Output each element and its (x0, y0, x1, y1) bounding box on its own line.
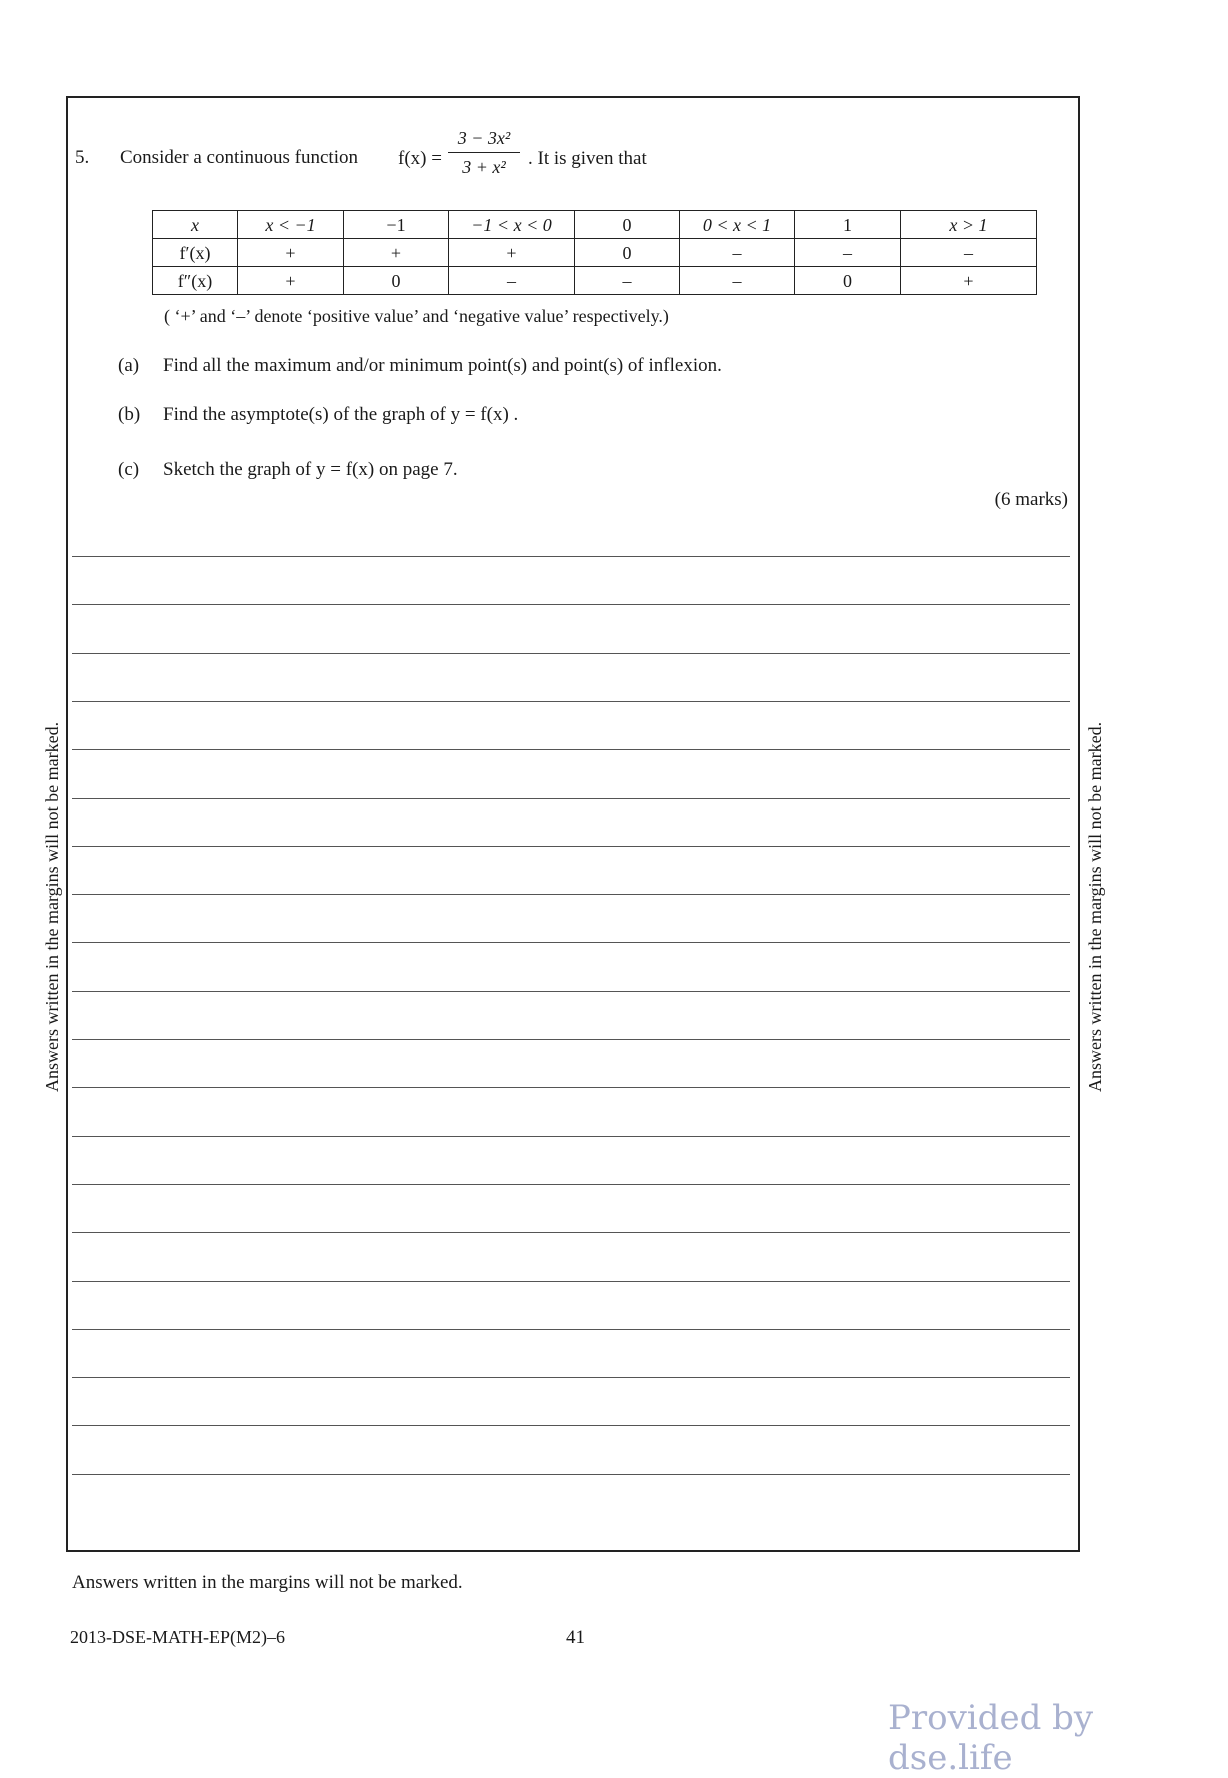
table-cell: 0 (795, 267, 901, 295)
paper-code: 2013-DSE-MATH-EP(M2)–6 (70, 1627, 285, 1647)
part-c-label: (c) (118, 459, 140, 480)
table-row (153, 267, 1037, 295)
table-cell: – (680, 239, 795, 267)
fraction-numerator: 3 − 3x² (448, 128, 520, 153)
answer-line (72, 1232, 1070, 1233)
table-cell: 1 (795, 211, 901, 239)
table-cell: + (238, 239, 344, 267)
answer-line (72, 1184, 1070, 1185)
table-cell: x > 1 (901, 211, 1037, 239)
table-cell: x (153, 211, 238, 239)
left-margin-note: Answers written in the margins will not be marked. (42, 721, 62, 1092)
table-cell: −1 (344, 211, 449, 239)
table-cell: – (795, 239, 901, 267)
question-intro: Consider a continuous function (120, 147, 358, 168)
answer-line (72, 1136, 1070, 1137)
table-cell: + (238, 267, 344, 295)
answer-line (72, 942, 1070, 943)
table-row (153, 239, 1037, 267)
page-number: 41 (566, 1627, 585, 1648)
table-cell: 0 (575, 211, 680, 239)
table-cell: – (449, 267, 575, 295)
answer-line (72, 653, 1070, 654)
right-margin-note: Answers written in the margins will not be marked. (1085, 721, 1105, 1092)
part-c-text: Sketch the graph of y = f(x) on page 7. (163, 459, 458, 480)
table-cell: + (344, 239, 449, 267)
answer-line (72, 701, 1070, 702)
answer-line (72, 894, 1070, 895)
answer-line (72, 991, 1070, 992)
answer-line (72, 1474, 1070, 1475)
table-cell: x < −1 (238, 211, 344, 239)
answer-line (72, 798, 1070, 799)
table-cell: −1 < x < 0 (449, 211, 575, 239)
question-number: 5. (75, 147, 90, 168)
part-a-label: (a) (118, 355, 140, 376)
answer-line (72, 1039, 1070, 1040)
answer-line (72, 604, 1070, 605)
question-given: . It is given that (528, 148, 647, 169)
part-b-text: Find the asymptote(s) of the graph of y = f(x) . (163, 404, 519, 425)
table-cell: + (449, 239, 575, 267)
watermark: Provided by dse.life (888, 1698, 1094, 1778)
function-fraction (448, 128, 520, 178)
table-cell: – (575, 267, 680, 295)
table-cell: – (901, 239, 1037, 267)
answer-line (72, 1281, 1070, 1282)
table-header-row (153, 211, 1037, 239)
table-cell: 0 < x < 1 (680, 211, 795, 239)
answer-line (72, 1329, 1070, 1330)
table-cell: 0 (344, 267, 449, 295)
table-note: ( ‘+’ and ‘–’ denote ‘positive value’ and ‘negative value’ respectively.) (164, 306, 669, 326)
table-cell: – (680, 267, 795, 295)
answer-line (72, 556, 1070, 557)
answer-line (72, 749, 1070, 750)
answer-line (72, 846, 1070, 847)
table-cell: + (901, 267, 1037, 295)
marks-label: (6 marks) (994, 489, 1068, 510)
fraction-denominator: 3 + x² (462, 157, 506, 177)
table-cell: f″(x) (153, 267, 238, 295)
answer-line (72, 1425, 1070, 1426)
function-lhs: f(x) = (398, 148, 442, 169)
part-b-label: (b) (118, 404, 141, 425)
table-cell: f′(x) (153, 239, 238, 267)
sign-table (152, 210, 1037, 295)
answer-line (72, 1087, 1070, 1088)
part-a-text: Find all the maximum and/or minimum point(s) and point(s) of inflexion. (163, 355, 722, 376)
answer-line (72, 1377, 1070, 1378)
footer-margin-note: Answers written in the margins will not be marked. (72, 1572, 463, 1593)
table-cell: 0 (575, 239, 680, 267)
